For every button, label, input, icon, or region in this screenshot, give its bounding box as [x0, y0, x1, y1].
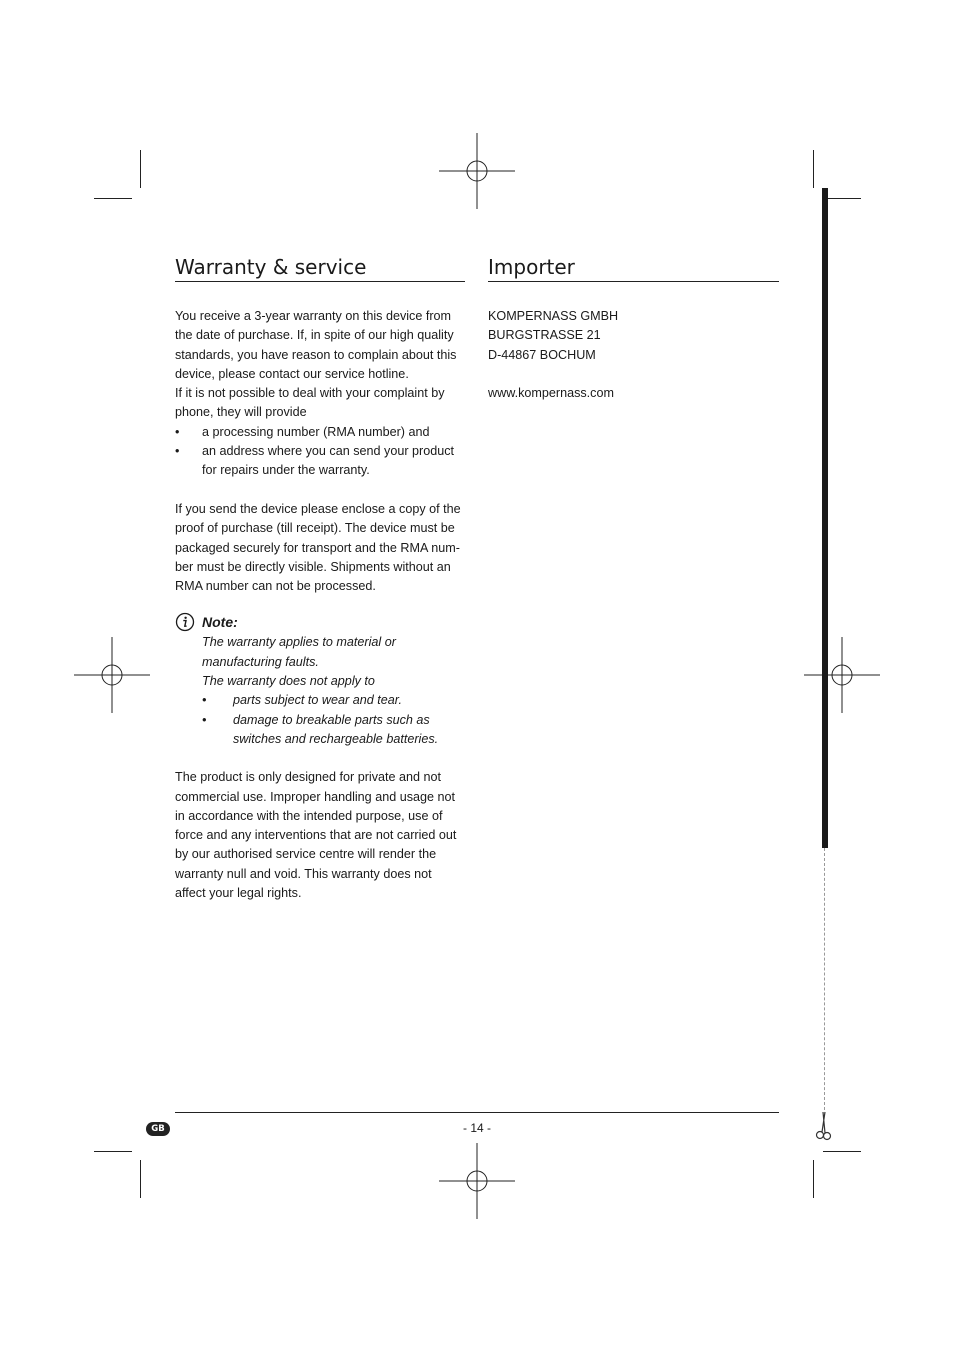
text-line: in accordance with the intended purpose, use of: [175, 808, 443, 823]
text-line: RMA number can not be processed.: [175, 579, 376, 594]
text-line: force and any interventions that are not carried out: [175, 828, 457, 843]
cut-strip: [822, 188, 828, 848]
list-item: • parts subject to wear and tear.: [202, 693, 402, 708]
footer-rule: [175, 1112, 779, 1113]
cut-line: [824, 848, 825, 1110]
address-line: D-44867 BOCHUM: [488, 347, 596, 362]
registration-mark-top: [439, 133, 515, 209]
crop-mark: [94, 198, 132, 199]
text-line: commercial use. Improper handling and usage not: [175, 789, 456, 804]
list-item: • damage to breakable parts such as switches and rechargeable batteries.: [202, 712, 439, 746]
address-line: KOMPERNASS GMBH: [488, 309, 619, 323]
note-block: [175, 612, 465, 749]
crop-mark: [823, 1151, 861, 1152]
text-line: proof of purchase (till receipt). The device must be: [175, 521, 455, 536]
crop-mark: [813, 1160, 814, 1198]
list-item: • an address where you can send your product for repairs under the warranty.: [175, 444, 455, 478]
info-icon: [175, 612, 195, 632]
note-body: [175, 633, 465, 749]
text-line: manufacturing faults.: [202, 654, 319, 669]
crop-mark: [94, 1151, 132, 1152]
note-heading: [175, 612, 465, 632]
importer-title: Importer: [488, 256, 779, 282]
note-heading-label: Note:: [202, 614, 238, 631]
text-line: affect your legal rights.: [175, 886, 302, 901]
registration-mark-bottom: [439, 1143, 515, 1219]
text-line: standards, you have reason to complain about this: [175, 347, 457, 362]
text-line: the date of purchase. If, in spite of our high quality: [175, 328, 454, 343]
text-line: by our authorised service centre will render the: [175, 847, 437, 862]
page-number: - 14 -: [462, 1121, 491, 1135]
text-line: If you send the device please enclose a copy of the: [175, 501, 461, 516]
crop-mark: [813, 150, 814, 188]
crop-mark: [140, 150, 141, 188]
text-line: packaged securely for transport and the RMA num-: [175, 540, 460, 555]
importer-section: [488, 256, 779, 403]
list-item: • a processing number (RMA number) and: [175, 424, 430, 439]
importer-address: [488, 307, 779, 403]
exclusion-bullet-list: [202, 691, 465, 749]
text-line: You receive a 3-year warranty on this device from: [175, 309, 452, 323]
address-line: BURGSTRASSE 21: [488, 328, 601, 343]
text-line: If it is not possible to deal with your complaint by: [175, 386, 445, 401]
text-line: warranty null and void. This warranty does not: [175, 866, 432, 881]
text-line: The warranty applies to material or: [202, 635, 396, 650]
website-link[interactable]: www.kompernass.com: [488, 386, 614, 401]
scissors-icon: [812, 1108, 836, 1142]
warranty-title: Warranty & service: [175, 256, 465, 282]
warranty-section: [175, 256, 465, 903]
text-line: The warranty does not apply to: [202, 674, 375, 689]
crop-mark: [140, 1160, 141, 1198]
crop-mark: [823, 198, 861, 199]
language-badge: GB: [146, 1122, 170, 1136]
text-line: ber must be directly visible. Shipments without an: [175, 559, 451, 574]
warranty-intro: [175, 307, 465, 596]
text-line: phone, they will provide: [175, 405, 307, 420]
rma-bullet-list: [175, 423, 465, 481]
text-line: device, please contact our service hotline.: [175, 366, 409, 381]
warranty-closing: [175, 768, 465, 903]
registration-mark-right: [804, 637, 880, 713]
text-line: The product is only designed for private and not: [175, 770, 442, 785]
registration-mark-left: [74, 637, 150, 713]
